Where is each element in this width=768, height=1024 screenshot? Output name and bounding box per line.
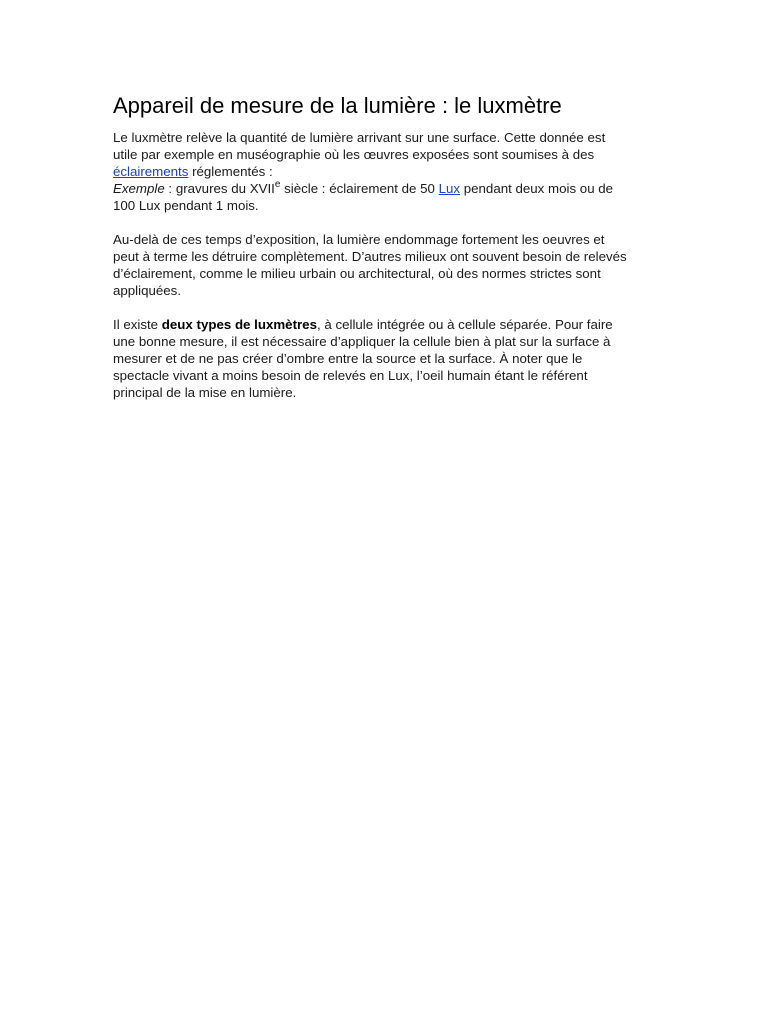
century-superscript: e xyxy=(274,178,281,190)
paragraph-intro-text-c: : gravures du XVII xyxy=(164,181,275,196)
paragraph-exposure: Au-delà de ces temps d’exposition, la lumière endommage fortement les oeuvres et peut à terme les détruire complètement. D’autres milieux ont souvent besoin de relevés d’éclairement, comme le milieu urbain ou architectural, où des normes strictes sont appliquées. xyxy=(113,232,627,298)
paragraph-intro-text-b: réglementés : xyxy=(188,164,273,179)
link-lux[interactable]: Lux xyxy=(438,181,461,196)
paragraph-intro-text-e: pendant deux mois ou de 100 Lux pendant 1 mois. xyxy=(113,181,614,213)
example-label: Exemple xyxy=(113,181,165,196)
paragraph-types-text-a: Il existe xyxy=(113,317,162,332)
document-page xyxy=(113,91,633,418)
page-title: Appareil de mesure de la lumière : le luxmètre xyxy=(113,93,562,118)
link-eclairements[interactable]: éclairements xyxy=(113,164,189,179)
paragraph-types xyxy=(113,316,633,401)
paragraph-types-text-b: , à cellule intégrée ou à cellule séparée. Pour faire une bonne mesure, il est nécessaire d’appliquer la cellule bien à plat sur la surface à mesurer et de ne pas créer d’ombre entre la source et la surface. À noter que le spectacle vivant a moins besoin de relevés en Lux, l’oeil humain étant le référent principal de la mise en lumière. xyxy=(113,317,613,400)
paragraph-intro-text-d: siècle : éclairement de 50 xyxy=(280,181,439,196)
paragraph-intro-text-a: Le luxmètre relève la quantité de lumière arrivant sur une surface. Cette donnée est utile par exemple en muséographie où les œuvres exposées sont soumises à des xyxy=(113,130,606,162)
luxmeter-types-emphasis: deux types de luxmètres xyxy=(161,317,317,332)
paragraph-intro xyxy=(113,129,633,214)
